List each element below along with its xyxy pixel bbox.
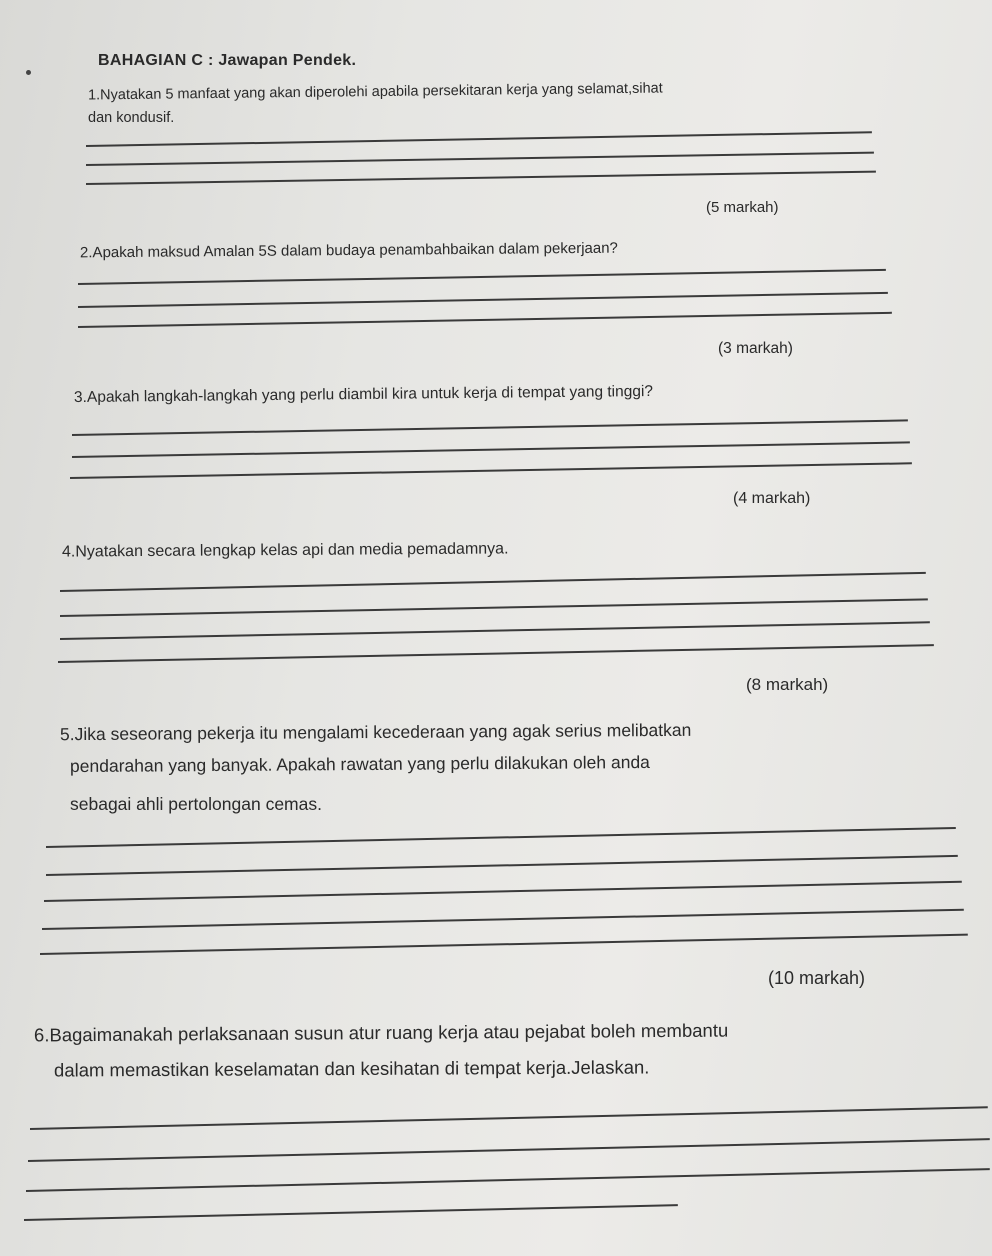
answer-line bbox=[26, 1168, 990, 1191]
question-6-line-2: dalam memastikan keselamatan dan kesihatan di tempat kerja.Jelaskan. bbox=[53, 1056, 650, 1081]
punch-hole-mark bbox=[26, 70, 31, 75]
question-4-marks: (8 markah) bbox=[746, 675, 829, 694]
answer-line bbox=[70, 462, 912, 478]
answer-line bbox=[42, 909, 964, 930]
question-5-line-2: pendarahan yang banyak. Apakah rawatan yang perlu dilakukan oleh anda bbox=[69, 751, 650, 777]
question-1-line-2: dan kondusif. bbox=[88, 110, 175, 126]
question-3-line-1: 3.Apakah langkah-langkah yang perlu diambil kira untuk kerja di tempat yang tinggi? bbox=[73, 382, 654, 407]
question-4-line-1: 4.Nyatakan secara lengkap kelas api dan media pemadamnya. bbox=[61, 540, 509, 561]
answer-line bbox=[46, 827, 956, 848]
answer-line bbox=[60, 598, 928, 616]
answer-line bbox=[58, 644, 934, 662]
question-5-line-1: 5.Jika seseorang pekerja itu mengalami kecederaan yang agak serius melibatkan bbox=[59, 719, 692, 745]
answer-line bbox=[72, 419, 908, 435]
answer-line bbox=[46, 855, 958, 876]
answer-line bbox=[44, 881, 962, 902]
question-6-line-1: 6.Bagaimanakah perlaksanaan susun atur ruang kerja atau pejabat boleh membantu bbox=[33, 1019, 729, 1046]
answer-line bbox=[40, 934, 968, 955]
answer-line bbox=[86, 131, 872, 146]
answer-line bbox=[60, 621, 930, 639]
answer-line bbox=[78, 312, 892, 328]
answer-line bbox=[24, 1204, 678, 1220]
question-2-marks: (3 markah) bbox=[718, 340, 793, 357]
question-5-marks: (10 markah) bbox=[768, 968, 866, 988]
section-title: BAHAGIAN C : Jawapan Pendek. bbox=[98, 52, 357, 69]
answer-line bbox=[78, 292, 888, 308]
question-3-marks: (4 markah) bbox=[733, 490, 811, 507]
question-1-line-1: 1.Nyatakan 5 manfaat yang akan diperolehi apabila persekitaran kerja yang selamat,sihat bbox=[87, 80, 663, 104]
answer-line bbox=[86, 171, 876, 185]
question-1-marks: (5 markah) bbox=[706, 199, 779, 216]
answer-line bbox=[30, 1106, 988, 1129]
answer-line bbox=[60, 572, 926, 592]
answer-line bbox=[86, 152, 874, 166]
question-5-line-3: sebagai ahli pertolongan cemas. bbox=[70, 794, 322, 814]
answer-line bbox=[28, 1138, 990, 1161]
answer-line bbox=[72, 441, 910, 457]
question-2-line-1: 2.Apakah maksud Amalan 5S dalam budaya penambahbaikan dalam pekerjaan? bbox=[79, 239, 618, 262]
answer-line bbox=[78, 269, 886, 285]
